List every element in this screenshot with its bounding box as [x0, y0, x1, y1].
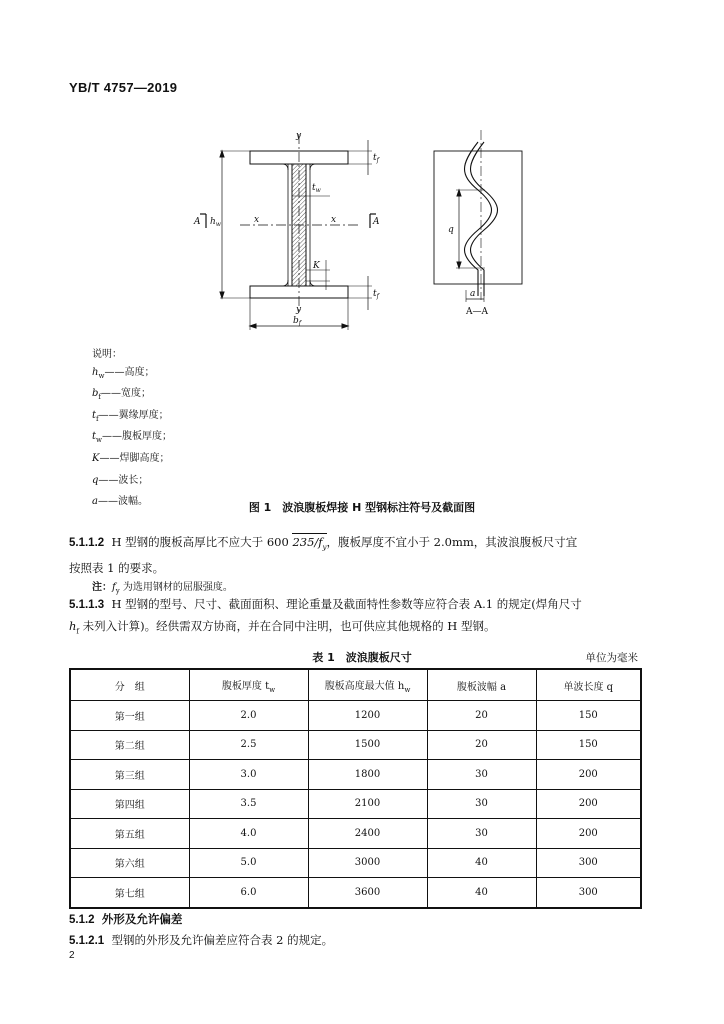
label-tf-top: $t_f$: [373, 153, 379, 164]
table-row: 第三组 3.0 1800 30 200: [70, 760, 641, 790]
wave-web-size-table: [69, 668, 642, 909]
column-header: 腹板波幅 a: [427, 669, 536, 701]
legend-item: a——波幅。: [92, 496, 148, 508]
clause-5-1-2: 5.1.2 外形及允许偏差: [69, 912, 183, 926]
label-bf: $b_f$: [293, 316, 301, 327]
column-header: 腹板厚度 $t_w$: [189, 669, 308, 701]
figure-legend: [92, 346, 172, 515]
table-row: 第七组 6.0 3600 40 300: [70, 878, 641, 908]
label-y-top: y: [296, 131, 302, 141]
label-K: K: [313, 261, 320, 271]
clause-number: 5.1.1.3: [69, 599, 105, 611]
label-section-AA: A—A: [466, 307, 488, 317]
page-number: 2: [69, 950, 75, 961]
column-header: 分 组: [70, 669, 189, 701]
note: 注：$f_y$ 为选用钢材的屈服强度。: [92, 582, 233, 595]
table-row: 第五组 4.0 2400 30 200: [70, 819, 641, 849]
label-q: q: [448, 225, 454, 235]
label-hw: $h_w$: [210, 217, 221, 228]
clause-5-1-2-1: 5.1.2.1 型钢的外形及允许偏差应符合表 2 的规定。: [69, 933, 334, 947]
column-header: 腹板高度最大值 $h_w$: [308, 669, 427, 701]
legend-title: 说明：: [92, 349, 122, 360]
label-tf-bottom: $t_f$: [373, 289, 379, 300]
table-row: 第二组 2.5 1500 20 150: [70, 730, 641, 760]
table-header-row: [70, 669, 641, 701]
legend-item: K——焊脚高度；: [92, 452, 170, 464]
document-code: YB/T 4757—2019: [69, 80, 178, 95]
label-A-left: A: [194, 217, 201, 227]
legend-item: $h_w——$高度；: [92, 366, 155, 380]
label-x-left: x: [254, 215, 260, 225]
corrugated-web-outer: [465, 142, 492, 296]
label-y-bottom: y: [296, 305, 302, 315]
label-tw: $t_w$: [312, 183, 321, 194]
corrugated-web-inner: [471, 142, 498, 296]
clause-number: 5.1.1.2: [69, 537, 105, 549]
legend-item: q——波长；: [92, 474, 149, 486]
legend-item: $t_w——$腹板厚度；: [92, 431, 173, 445]
label-x-right: x: [331, 215, 337, 225]
table-row: 第六组 5.0 3000 40 300: [70, 848, 641, 878]
column-header: 单波长度 q: [536, 669, 641, 701]
label-a: a: [470, 289, 476, 299]
legend-item: $b_f——$宽度；: [92, 388, 151, 402]
table-caption: 表 1 波浪腹板尺寸: [312, 651, 412, 664]
table-row: 第四组 3.5 2100 30 200: [70, 789, 641, 819]
label-A-right: A: [373, 217, 380, 227]
clause-5-1-1-2: 5.1.1.2 H 型钢的腹板高厚比不应大于 600 $235/f_y$，腹板厚度不宜小于 2.0mm，其波浪腹板尺寸宜 按照表 1 的要求。: [69, 535, 578, 576]
figure-caption: 图 1 波浪腹板焊接 H 型钢标注符号及截面图: [248, 501, 476, 514]
table-row: 第一组 2.0 1200 20 150: [70, 701, 641, 731]
table-unit: 单位为毫米: [585, 652, 638, 664]
legend-item: $t_f——$翼缘厚度；: [92, 409, 169, 423]
clause-5-1-1-3: 5.1.1.3 H 型钢的型号、尺寸、截面面积、理论重量及截面特性参数等应符合表 A.1 的规定(焊角尺寸 $h_f$ 未列入计算)。经供需双方协商，并在合同中注明，也可供应其他规格的 H 型钢。: [69, 597, 582, 636]
